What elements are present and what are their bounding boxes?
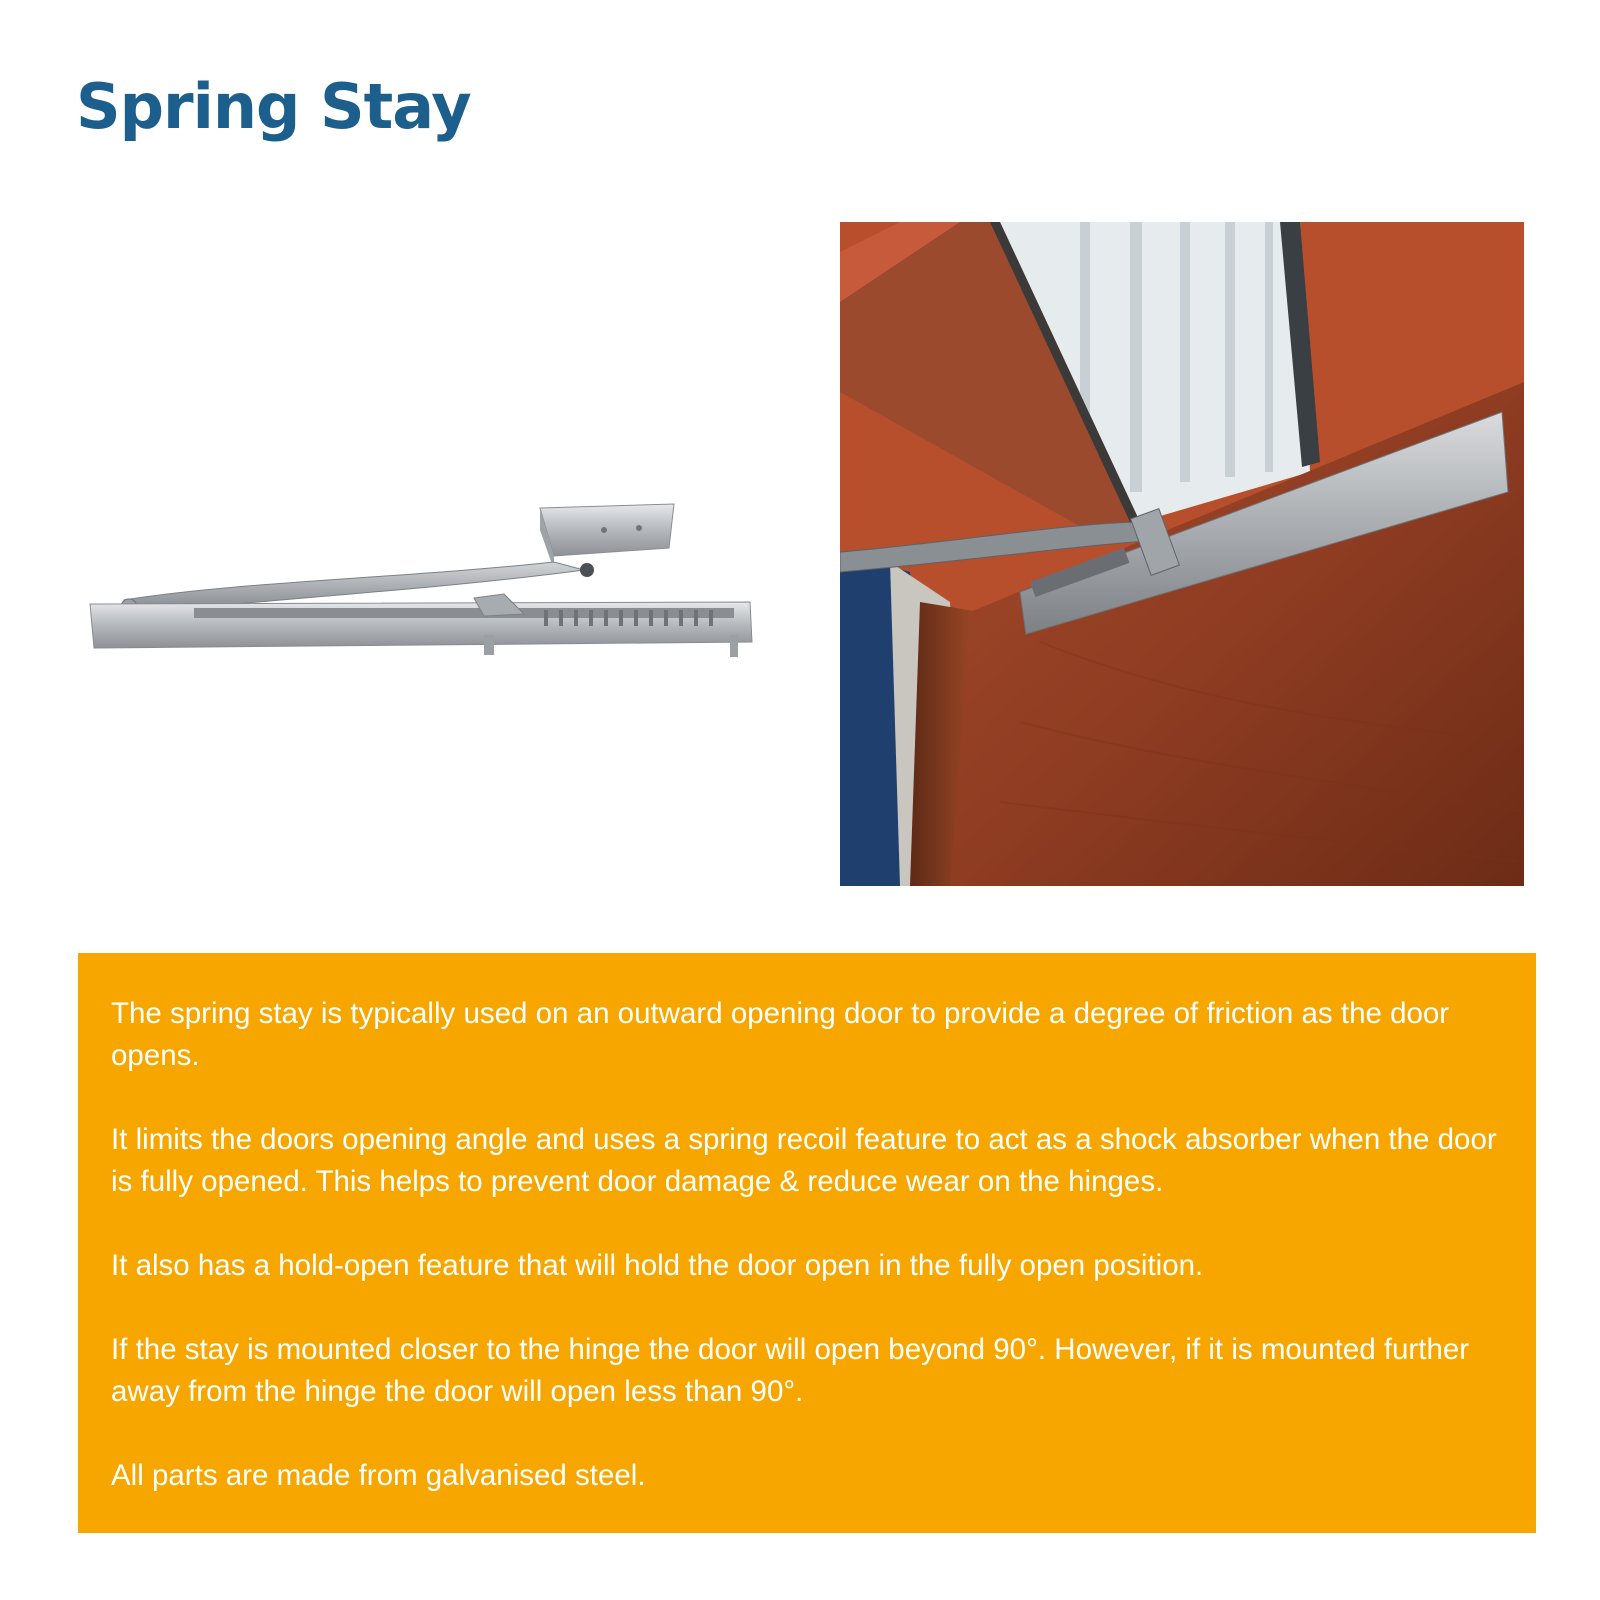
info-box: [78, 953, 1536, 1533]
spring-stay-icon: [84, 490, 754, 670]
product-photo: [84, 490, 754, 670]
info-paragraph: All parts are made from galvanised steel.: [111, 1459, 646, 1492]
installed-photo: [840, 222, 1524, 886]
page-title: Spring Stay: [76, 70, 471, 143]
info-paragraph: It limits the doors opening angle and uses a spring recoil feature to act as a shock absorber when the door is fully opened. This helps to prevent door damage & reduce wear on the hinges.: [111, 1123, 1497, 1198]
info-paragraph: If the stay is mounted closer to the hinge the door will open beyond 90°. However, if it is mounted further away from the hinge the door will open less than 90°.: [111, 1333, 1470, 1408]
door-photo-icon: [840, 222, 1524, 886]
info-paragraph: The spring stay is typically used on an outward opening door to provide a degree of friction as the door opens.: [111, 997, 1450, 1072]
info-paragraph: It also has a hold-open feature that will hold the door open in the fully open position.: [111, 1249, 1204, 1282]
